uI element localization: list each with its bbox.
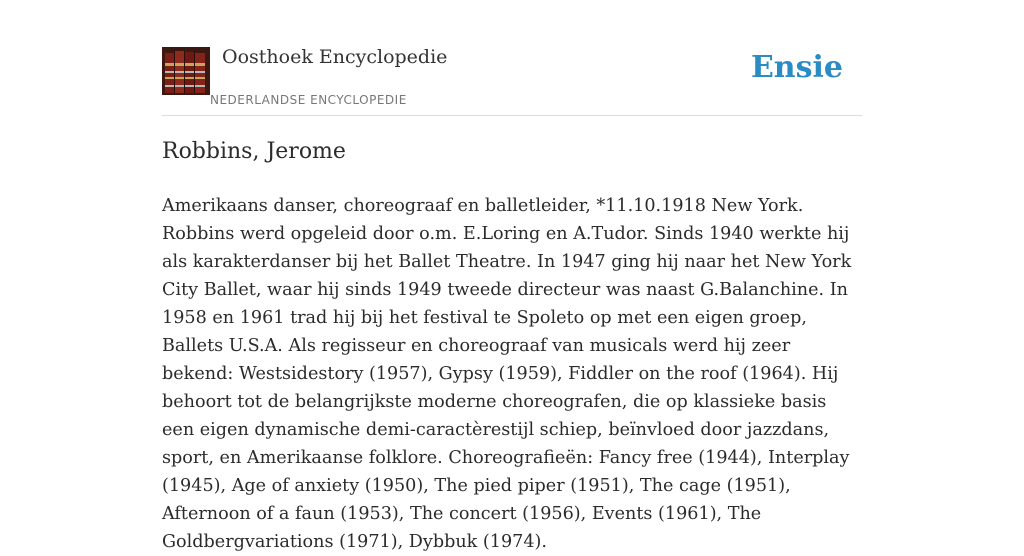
entry-title: Robbins, Jerome xyxy=(162,139,346,164)
encyclopedia-books-icon[interactable] xyxy=(162,47,210,95)
entry-body: Amerikaans danser, choreograaf en balletleider, *11.10.1918 New York. Robbins werd opgeleid door o.m. E.Loring en A.Tudor. Sinds 1940 werkte hij als karakterdanser bij het Ballet Theatre. In 1947 ging hij naar het New York City Ballet, waar hij sinds 1949 tweede directeur was naast G.Balanchine. In 1958 en 1961 trad hij bij het festival te Spoleto op met een eigen groep, Ballets U.S.A. Als regisseur en choreograaf van musicals werd hij zeer bekend: Westsidestory (1957), Gypsy (1959), Fiddler on the roof (1964). Hij behoort tot de belangrijkste moderne choreografen, die op klassieke basis een eigen dynamische demi-caractèrestijl schiep, beïnvloed door jazzdans, sport, en Amerikaanse folklore. Choreografieën: Fancy free (1944), Interplay (1945), Age of anxiety (1950), The pied piper (1951), The cage (1951), Afternoon of a faun (1953), The concert (1956), Events (1961), The Goldbergvariations (1971), Dybbuk (1974). xyxy=(162,196,852,552)
site-title[interactable]: Oosthoek Encyclopedie xyxy=(222,46,448,68)
brand-logo[interactable]: Ensie xyxy=(750,50,843,85)
site-header xyxy=(162,46,862,116)
site-subtitle: NEDERLANDSE ENCYCLOPEDIE xyxy=(210,93,407,107)
